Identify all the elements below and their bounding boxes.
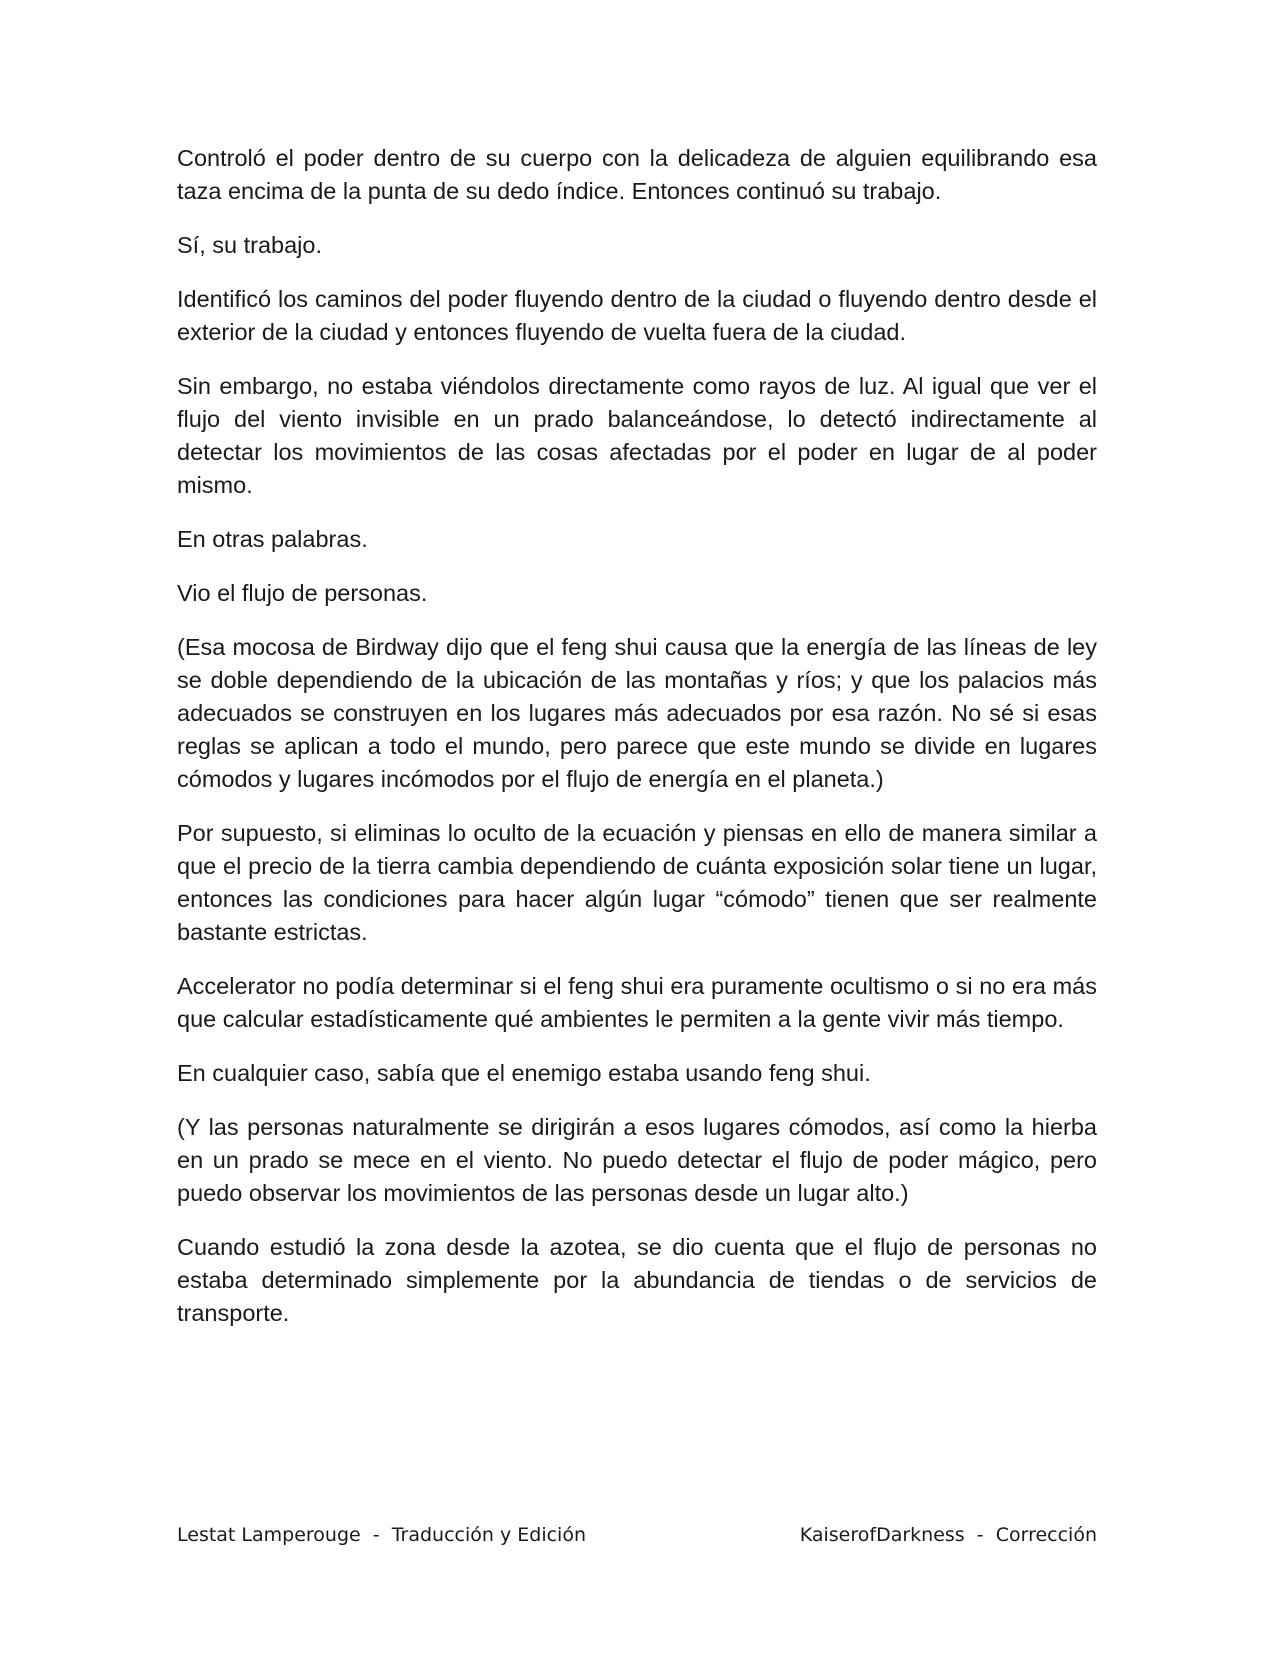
footer-proofreader-credit: KaiserofDarkness - Corrección — [799, 1524, 1097, 1546]
paragraph: (Esa mocosa de Birdway dijo que el feng shui causa que la energía de las líneas de ley se doble dependiendo de la ubicación de las montañas y ríos; y que los palacios más adecuados se construyen en los lugares más adecuados por esa razón. No sé si esas reglas se aplican a todo el mundo, pero parece que este mundo se divide en lugares cómodos y lugares incómodos por el flujo de energía en el planeta.) — [177, 634, 1097, 792]
paragraph: En cualquier caso, sabía que el enemigo estaba usando feng shui. — [177, 1060, 871, 1086]
paragraph: Vio el flujo de personas. — [177, 580, 428, 606]
paragraph: Accelerator no podía determinar si el feng shui era puramente ocultismo o si no era más que calcular estadísticamente qué ambientes le permiten a la gente vivir más tiempo. — [177, 973, 1097, 1032]
paragraph: Por supuesto, si eliminas lo oculto de la ecuación y piensas en ello de manera similar a que el precio de la tierra cambia dependiendo de cuánta exposición solar tiene un lugar, entonces las condiciones para hacer algún lugar “cómodo” tienen que ser realmente bastante estrictas. — [177, 820, 1097, 945]
paragraph: Cuando estudió la zona desde la azotea, se dio cuenta que el flujo de personas no estaba determinado simplemente por la abundancia de tiendas o de servicios de transporte. — [177, 1234, 1097, 1326]
paragraph: Controló el poder dentro de su cuerpo con la delicadeza de alguien equilibrando esa taza encima de la punta de su dedo índice. Entonces continuó su trabajo. — [177, 145, 1097, 204]
paragraph: Identificó los caminos del poder fluyendo dentro de la ciudad o fluyendo dentro desde el exterior de la ciudad y entonces fluyendo de vuelta fuera de la ciudad. — [177, 286, 1097, 345]
paragraph: (Y las personas naturalmente se dirigirán a esos lugares cómodos, así como la hierba en un prado se mece en el viento. No puedo detectar el flujo de poder mágico, pero puedo observar los movimientos de las personas desde un lugar alto.) — [177, 1114, 1097, 1206]
paragraph: Sin embargo, no estaba viéndolos directamente como rayos de luz. Al igual que ver el flujo del viento invisible en un prado balanceándose, lo detectó indirectamente al detectar los movimientos de las cosas afectadas por el poder en lugar de al poder mismo. — [177, 373, 1097, 498]
paragraph: Sí, su trabajo. — [177, 232, 322, 258]
body-text — [177, 142, 1097, 1351]
footer-translator-credit: Lestat Lamperouge - Traducción y Edición — [177, 1524, 587, 1546]
paragraph: En otras palabras. — [177, 526, 368, 552]
